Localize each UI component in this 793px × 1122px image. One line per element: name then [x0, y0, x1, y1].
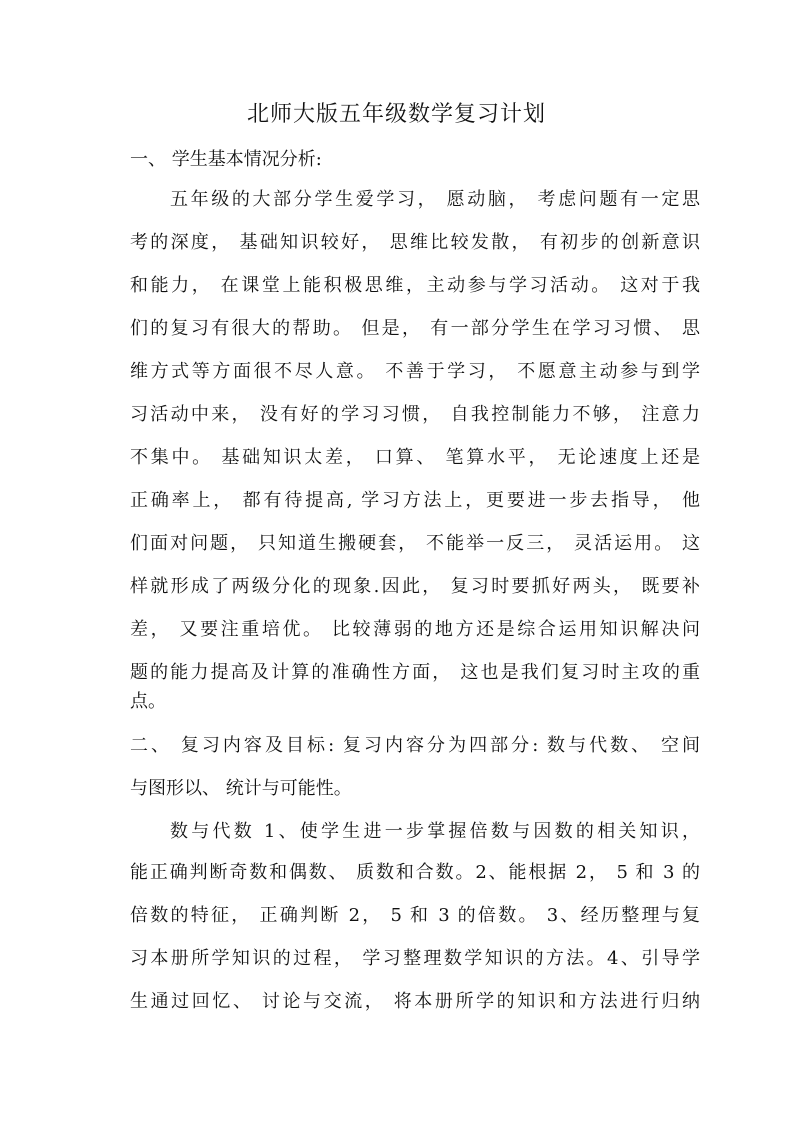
paragraph-line: 生通过回忆、 讨论与交流， 将本册所学的知识和方法进行归纳	[130, 991, 700, 1012]
paragraph-line: 维方式等方面很不尽人意。 不善于学习， 不愿意主动参与到学	[130, 361, 700, 382]
document-title: 北师大版五年级数学复习计划	[246, 102, 546, 127]
paragraph-line: 们面对问题， 只知道生搬硬套， 不能举一反三， 灵活运用。 这	[130, 533, 700, 554]
paragraph-line: 考的深度， 基础知识较好， 思维比较发散， 有初步的创新意识	[130, 232, 700, 253]
paragraph-line: 倍数的特征， 正确判断 2， 5 和 3 的倍数。 3、经历整理与复	[130, 905, 700, 926]
paragraph-line: 和能力， 在课堂上能积极思维，主动参与学习活动。 这对于我	[130, 275, 700, 296]
paragraph-line: 正确率上， 都有待提高, 学习方法上，更要进一步去指导， 他	[130, 490, 700, 511]
paragraph-line: 不集中。 基础知识太差， 口算、 笔算水平， 无论速度上还是	[130, 447, 700, 468]
paragraph-line: 习活动中来， 没有好的学习习惯， 自我控制能力不够， 注意力	[130, 404, 700, 425]
paragraph-line: 习本册所学知识的过程， 学习整理数学知识的方法。4、引导学	[130, 948, 700, 969]
paragraph-line: 差， 又要注重培优。 比较薄弱的地方还是综合运用知识解决问	[130, 619, 700, 640]
section-heading-2: 二、 复习内容及目标: 复习内容分为四部分: 数与代数、 空间	[130, 735, 700, 756]
section-heading-1: 一、 学生基本情况分析:	[130, 149, 322, 170]
paragraph-line: 与图形以、 统计与可能性。	[130, 778, 352, 799]
paragraph-line: 题的能力提高及计算的准确性方面， 这也是我们复习时主攻的重	[130, 662, 700, 683]
paragraph-line: 数与代数 1、使学生进一步掌握倍数与因数的相关知识，	[170, 821, 700, 842]
paragraph-line: 五年级的大部分学生爱学习， 愿动脑， 考虑问题有一定思	[170, 189, 700, 210]
paragraph-line: 能正确判断奇数和偶数、 质数和合数。2、能根据 2， 5 和 3 的	[130, 862, 700, 883]
paragraph-line: 点。	[130, 691, 166, 712]
paragraph-line: 们的复习有很大的帮助。 但是， 有一部分学生在学习习惯、 思	[130, 318, 700, 339]
paragraph-line: 样就形成了两级分化的现象.因此， 复习时要抓好两头， 既要补	[130, 576, 700, 597]
